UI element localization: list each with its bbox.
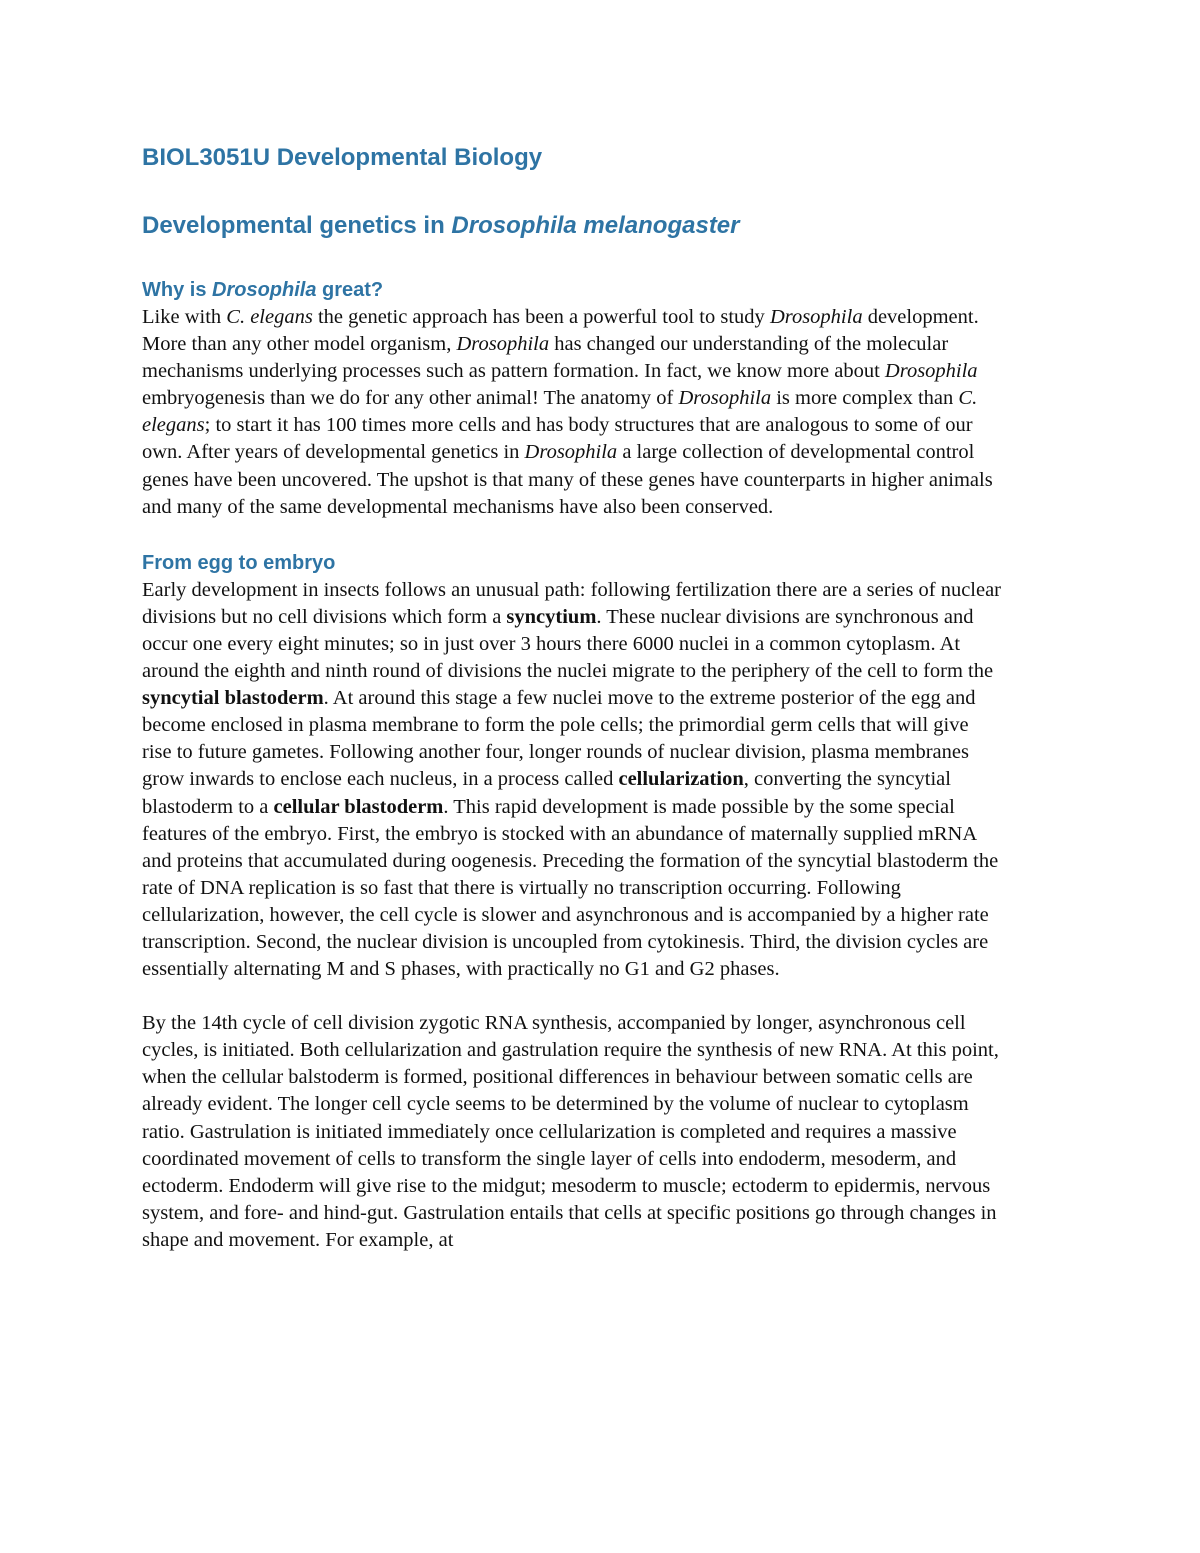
document-title-prefix: Developmental genetics in	[142, 212, 452, 239]
text-run: . This rapid development is made possible by the some special features of the embryo. First, the embryo is stocked with an abundance of maternally supplied mRNA and proteins that accumulated during oogenesis. Preceding the formation of the syncytial blastoderm the rate of DNA replication is so fast that there is virtually no transcription occurring. Following cellularization, however, the cell cycle is slower and asynchronous and is accompanied by a higher rate transcription. Second, the nuclear division is uncoupled from cytokinesis. Third, the division cycles are essentially alternating M and S phases, with practically no G1 and G2 phases.	[142, 795, 999, 981]
section-heading-why-prefix: Why is	[142, 279, 213, 301]
text-run: ; to start it has 100 times more cells and has body structures that are analogous to some of our own. After years of developmental genetics in	[142, 414, 973, 464]
text-run: has changed our understanding of the molecular mechanisms underlying processes such as pattern formation. In fact, we know more about	[142, 333, 949, 383]
section-heading-why-italic: Drosophila	[212, 279, 317, 301]
text-run: Drosophila	[456, 333, 550, 356]
section-heading-why	[142, 276, 1002, 304]
document-page	[142, 140, 1002, 1254]
paragraph-why	[142, 304, 1002, 521]
text-run: embryogenesis than we do for any other animal! The anatomy of	[142, 387, 679, 410]
text-run: cellular blastoderm	[273, 795, 444, 818]
text-run: Drosophila	[769, 306, 863, 328]
text-run: a large collection of developmental control genes have been uncovered. The upshot is that many of these genes have counterparts in higher animals and many of the same developmental mechanisms have also been conserved.	[142, 441, 993, 518]
text-run: Drosophila	[884, 360, 978, 383]
text-run: cellularization	[618, 768, 744, 791]
text-run: . These nuclear divisions are synchronous and occur one every eight minutes; so in just over 3 hours there 6000 nuclei in a common cytoplasm. At around the eighth and ninth round of divisions the nuclei migrate to the periphery of the cell to form the	[142, 605, 994, 683]
section-heading-why-suffix: great?	[316, 279, 384, 301]
text-run: development. More than any other model organism,	[142, 306, 979, 356]
text-run: . At around this stage a few nuclei move to the extreme posterior of the egg and become enclosed in plasma membrane to form the pole cells; the primordial germ cells that will give rise to future gametes. Following another four, longer rounds of nuclear division, plasma membranes grow inwards to enclose each nucleus, in a process called	[142, 687, 976, 791]
text-run: Drosophila	[678, 387, 772, 410]
document-title-species: Drosophila melanogaster	[451, 212, 740, 239]
text-run: By the 14th cycle of cell division zygotic RNA synthesis, accompanied by longer, asynchronous cell cycles, is initiated. Both cellularization and gastrulation require the synthesis of new RNA. At this point, when the cellular balstoderm is formed, positional differences in behaviour between somatic cells are already evident. The longer cell cycle seems to be determined by the volume of nuclear to cytoplasm ratio. Gastrulation is initiated immediately once cellularization is completed and requires a massive coordinated movement of cells to transform the single layer of cells into endoderm, mesoderm, and ectoderm. Endoderm will give rise to the midgut; mesoderm to muscle; ectoderm to epidermis, nervous system, and fore- and hind-gut. Gastrulation entails that cells at specific positions go through changes in shape and movement. For example, at	[142, 1012, 999, 1251]
document-title	[142, 208, 1002, 244]
text-run: syncytium	[506, 605, 597, 628]
text-run: , converting the syncytial blastoderm to a	[142, 768, 951, 818]
paragraph-egg-2	[142, 1010, 1002, 1254]
paragraph-egg-1	[142, 577, 1002, 983]
section-heading-egg-to-embryo: From egg to embryo	[142, 551, 336, 574]
course-title: BIOL3051U Developmental Biology	[142, 144, 543, 171]
text-run: Like with	[142, 306, 227, 328]
text-run: is more complex than	[771, 387, 959, 410]
text-run: syncytial blastoderm	[142, 687, 324, 710]
text-run: Drosophila	[524, 441, 618, 464]
text-run: C. elegans	[226, 306, 313, 328]
text-run: Early development in insects follows an unusual path: following fertilization there are a series of nuclear divisions but no cell divisions which form a	[142, 578, 1002, 628]
text-run: C. elegans	[142, 387, 978, 437]
text-run: the genetic approach has been a powerful tool to study	[312, 306, 770, 328]
